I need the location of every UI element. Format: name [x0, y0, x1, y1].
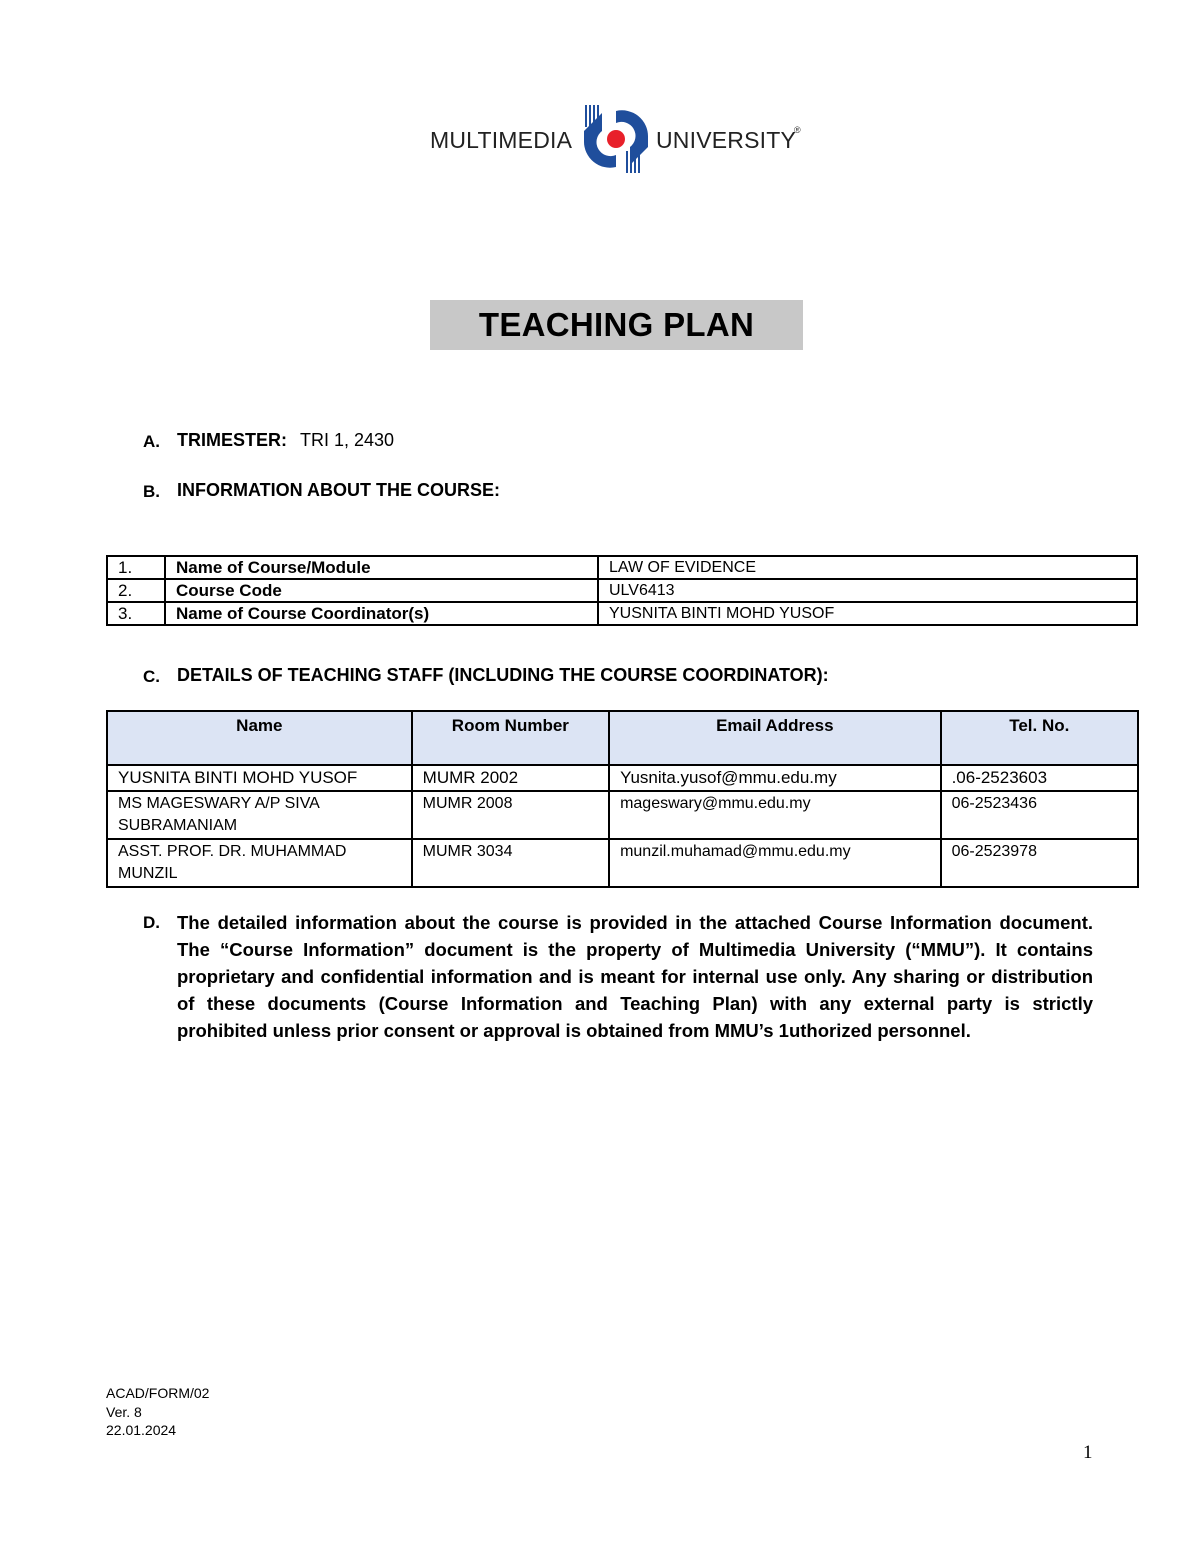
table-row: [107, 579, 1137, 602]
row-label: Name of Course Coordinator(s): [165, 602, 598, 625]
trimester-value: TRI 1, 2430: [300, 430, 395, 450]
page-number: 1: [1083, 1442, 1093, 1463]
staff-room: MUMR 3034: [412, 839, 609, 887]
form-version: Ver. 8: [106, 1403, 142, 1420]
row-value: ULV6413: [598, 579, 1137, 602]
table-row: [107, 765, 1138, 791]
staff-name: MS MAGESWARY A/P SIVA SUBRAMANIAM: [107, 791, 412, 839]
section-b-heading: INFORMATION ABOUT THE COURSE:: [177, 480, 500, 500]
table-header-row: [107, 711, 1138, 765]
registered-mark: ®: [794, 125, 801, 135]
staff-name: ASST. PROF. DR. MUHAMMAD MUNZIL: [107, 839, 412, 887]
header-tel-no: Tel. No.: [941, 711, 1138, 765]
form-footer: [106, 1384, 209, 1440]
table-row: [107, 602, 1137, 625]
row-value: YUSNITA BINTI MOHD YUSOF: [598, 602, 1137, 625]
staff-room: MUMR 2008: [412, 791, 609, 839]
section-d-letter: D.: [143, 913, 160, 932]
section-b-letter: B.: [143, 482, 160, 501]
table-row: [107, 556, 1137, 579]
teaching-staff-table: [106, 710, 1139, 888]
document-title-box: [430, 300, 803, 350]
staff-name: YUSNITA BINTI MOHD YUSOF: [107, 765, 412, 791]
staff-email-link[interactable]: Yusnita.yusof@mmu.edu.my: [609, 765, 941, 791]
row-number: 1.: [107, 556, 165, 579]
staff-tel: 06-2523978: [941, 839, 1138, 887]
trimester-label: TRIMESTER:: [177, 430, 287, 450]
staff-room: MUMR 2002: [412, 765, 609, 791]
row-label: Course Code: [165, 579, 598, 602]
section-c-letter: C.: [143, 667, 160, 686]
section-c-heading: DETAILS OF TEACHING STAFF (INCLUDING THE COURSE COORDINATOR):: [177, 665, 829, 685]
row-label: Name of Course/Module: [165, 556, 598, 579]
staff-email-link[interactable]: munzil.muhamad@mmu.edu.my: [609, 839, 941, 887]
logo-word-left: MULTIMEDIA: [430, 127, 573, 153]
header-room-number: Room Number: [412, 711, 609, 765]
section-a-letter: A.: [143, 432, 160, 451]
form-date: 22.01.2024: [106, 1422, 177, 1438]
row-value: LAW OF EVIDENCE: [598, 556, 1137, 579]
table-row: [107, 839, 1138, 887]
staff-email-link[interactable]: mageswary@mmu.edu.my: [609, 791, 941, 839]
logo-word-right: UNIVERSITY: [656, 127, 797, 153]
row-number: 3.: [107, 602, 165, 625]
course-info-table: [106, 555, 1138, 626]
header-email-address: Email Address: [609, 711, 941, 765]
header-name: Name: [107, 711, 412, 765]
document-title: TEACHING PLAN: [478, 306, 755, 343]
university-logo: [428, 103, 808, 175]
staff-tel: 06-2523436: [941, 791, 1138, 839]
university-emblem-icon: [580, 103, 652, 175]
row-number: 2.: [107, 579, 165, 602]
confidentiality-paragraph: The detailed information about the course is provided in the attached Course Information document. The “Course Information” document is the property of Multimedia University (“MMU”). It contains proprietary and confidential information and is meant for internal use only. Any sharing or distribution of these documents (Course Information and Teaching Plan) with any external party is strictly prohibited unless prior consent or approval is obtained from MMU’s 1uthorized personnel.: [177, 912, 1093, 1041]
form-code: ACAD/FORM/02: [106, 1385, 210, 1401]
staff-tel: .06-2523603: [941, 765, 1138, 791]
table-row: [107, 791, 1138, 839]
